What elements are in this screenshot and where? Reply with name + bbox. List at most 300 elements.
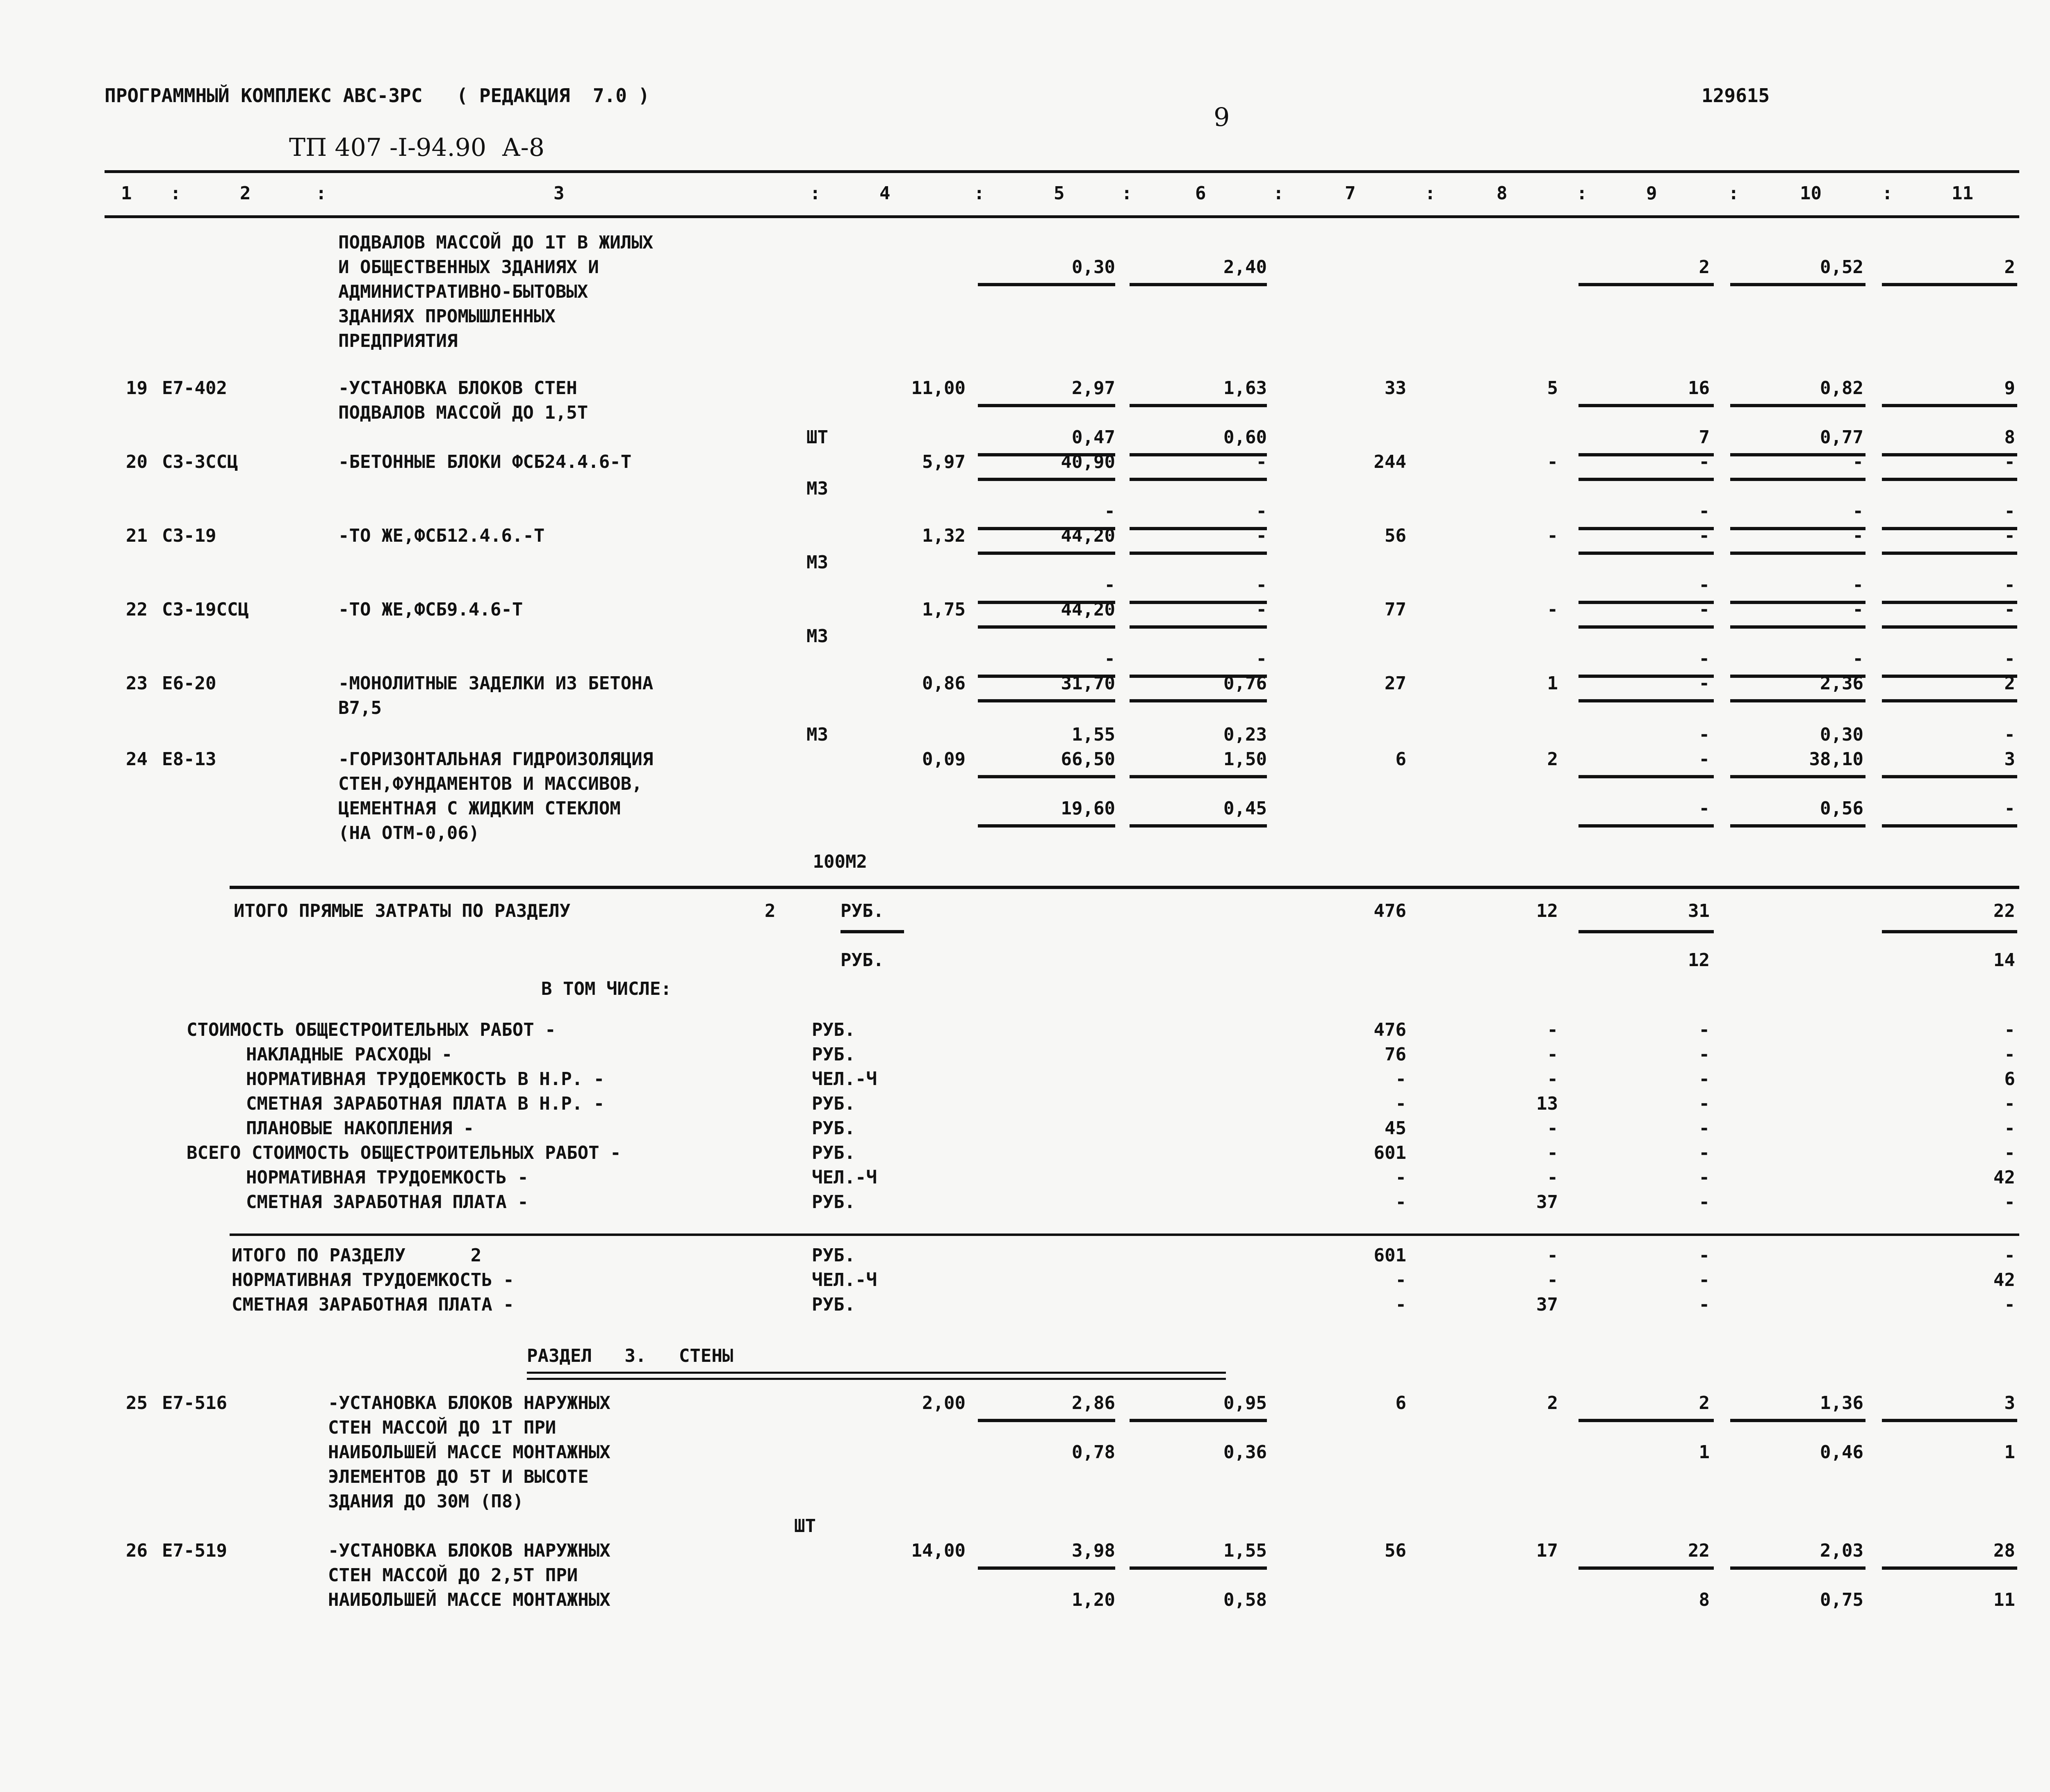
- item-c11-value: 3: [2004, 749, 2015, 770]
- item-c10-wage: -: [1852, 575, 1863, 595]
- item-c5-wage: 19,60: [1061, 798, 1115, 819]
- including-heading: В ТОМ ЧИСЛЕ:: [541, 978, 672, 999]
- breakdown-unit: РУБ.: [812, 1093, 855, 1114]
- breakdown-c8: -: [1547, 1044, 1558, 1065]
- project-code: ТП 407 -I-94.90 А-8: [289, 133, 545, 162]
- section-total-c11: -: [2004, 1294, 2015, 1315]
- section-total-unit: РУБ.: [812, 1245, 855, 1266]
- item-c5-value: 0,30: [1072, 257, 1115, 278]
- item-c5-wage: 1,55: [1072, 724, 1115, 745]
- item-number: 23: [126, 673, 148, 694]
- breakdown-c11: -: [2004, 1192, 2015, 1213]
- item-c8-value: -: [1547, 599, 1558, 620]
- item-c6-wage: 0,58: [1223, 1589, 1267, 1610]
- value-underline: [1730, 478, 1866, 481]
- section-total-c11: -: [2004, 1245, 2015, 1266]
- col-3-header: 3: [554, 183, 565, 204]
- item-c10-value: -: [1852, 599, 1863, 620]
- item-unit: М3: [806, 552, 828, 573]
- breakdown-c8: -: [1547, 1019, 1558, 1040]
- item-c7-value: 6: [1395, 1393, 1406, 1414]
- item-quantity: 14,00: [911, 1540, 966, 1561]
- item-c5-wage: -: [1104, 575, 1115, 595]
- section-total-rule: [230, 1233, 2019, 1236]
- item-description-line: -УСТАНОВКА БЛОКОВ НАРУЖНЫХ: [328, 1393, 610, 1414]
- breakdown-label: ВСЕГО СТОИМОСТЬ ОБЩЕСТРОИТЕЛЬНЫХ РАБОТ -: [187, 1142, 621, 1163]
- item-c10-value: -: [1852, 451, 1863, 472]
- value-underline: [1130, 404, 1267, 407]
- item-number: 21: [126, 525, 148, 546]
- section-total-c7: -: [1395, 1294, 1406, 1315]
- section-total-c7: -: [1395, 1270, 1406, 1290]
- direct-wages-c11: 14: [1993, 950, 2015, 971]
- value-underline: [978, 625, 1115, 629]
- item-description-line: АДМИНИСТРАТИВНО-БЫТОВЫХ: [338, 281, 588, 302]
- value-underline: [1130, 699, 1267, 702]
- item-c11-value: 3: [2004, 1393, 2015, 1414]
- item-number: 24: [126, 749, 148, 770]
- item-c5-value: 44,20: [1061, 525, 1115, 546]
- item-description-line: -УСТАНОВКА БЛОКОВ НАРУЖНЫХ: [328, 1540, 610, 1561]
- value-underline: [1130, 283, 1267, 286]
- col-11-header: 11: [1952, 183, 1973, 204]
- item-c9-value: 16: [1688, 378, 1710, 399]
- item-description-line: ЗДАНИЯХ ПРОМЫШЛЕННЫХ: [338, 306, 556, 327]
- item-code: С3-19ССЦ: [162, 599, 249, 620]
- item-description-line: НАИБОЛЬШЕЙ МАССЕ МОНТАЖНЫХ: [328, 1589, 610, 1610]
- item-code: Е6-20: [162, 673, 216, 694]
- item-c11-wage: 11: [1993, 1589, 2015, 1610]
- value-underline: [1578, 1566, 1714, 1570]
- value-underline: [1578, 283, 1714, 286]
- section-total-unit: РУБ.: [812, 1294, 855, 1315]
- item-c10-wage: 0,77: [1820, 427, 1863, 448]
- item-c11-wage: -: [2004, 648, 2015, 669]
- item-quantity: 2,00: [922, 1393, 966, 1414]
- item-description-line: НАИБОЛЬШЕЙ МАССЕ МОНТАЖНЫХ: [328, 1442, 610, 1463]
- item-c11-value: 2: [2004, 673, 2015, 694]
- item-c11-value: -: [2004, 451, 2015, 472]
- item-c7-value: 244: [1374, 451, 1406, 472]
- item-c11-wage: -: [2004, 575, 2015, 595]
- value-underline: [1578, 625, 1714, 629]
- item-c11-value: 9: [2004, 378, 2015, 399]
- value-underline: [1882, 552, 2017, 555]
- item-c7-value: 27: [1385, 673, 1406, 694]
- item-number: 19: [126, 378, 148, 399]
- breakdown-c7: 476: [1374, 1019, 1406, 1040]
- direct-costs-c7: 476: [1374, 901, 1406, 921]
- item-c6-wage: 0,60: [1223, 427, 1267, 448]
- breakdown-c11: -: [2004, 1019, 2015, 1040]
- section-total-unit: ЧЕЛ.-Ч: [812, 1270, 877, 1290]
- value-underline: [1578, 824, 1714, 828]
- item-c9-value: -: [1699, 749, 1710, 770]
- breakdown-c8: -: [1547, 1142, 1558, 1163]
- value-underline: [1730, 625, 1866, 629]
- breakdown-c7: -: [1395, 1093, 1406, 1114]
- item-c7-value: 56: [1385, 525, 1406, 546]
- breakdown-c9: -: [1699, 1019, 1710, 1040]
- value-underline: [978, 699, 1115, 702]
- value-underline: [1130, 1566, 1267, 1570]
- item-c8-value: 5: [1547, 378, 1558, 399]
- item-c11-wage: -: [2004, 724, 2015, 745]
- section-total-label: ИТОГО ПО РАЗДЕЛУ 2: [232, 1245, 482, 1266]
- breakdown-c9: -: [1699, 1167, 1710, 1188]
- item-c11-wage: -: [2004, 501, 2015, 522]
- item-c10-value: 0,82: [1820, 378, 1863, 399]
- value-underline: [978, 478, 1115, 481]
- value-underline: [1730, 775, 1866, 778]
- item-description-line: СТЕН МАССОЙ ДО 2,5Т ПРИ: [328, 1565, 578, 1586]
- item-c10-wage: -: [1852, 501, 1863, 522]
- breakdown-c9: -: [1699, 1069, 1710, 1090]
- item-quantity: 5,97: [922, 451, 966, 472]
- item-c9-value: -: [1699, 525, 1710, 546]
- item-description-line: ПОДВАЛОВ МАССОЙ ДО 1,5Т: [338, 402, 588, 423]
- item-c6-value: 0,76: [1223, 673, 1267, 694]
- item-c5-value: 2,97: [1072, 378, 1115, 399]
- item-c10-value: -: [1852, 525, 1863, 546]
- section-3-title-underline: [527, 1372, 1226, 1380]
- section-total-c7: 601: [1374, 1245, 1406, 1266]
- item-c5-value: 66,50: [1061, 749, 1115, 770]
- item-unit: 100М2: [813, 851, 867, 872]
- value-underline: [978, 1419, 1115, 1422]
- header-top-rule: [105, 170, 2019, 173]
- item-c5-value: 40,90: [1061, 451, 1115, 472]
- breakdown-c9: -: [1699, 1118, 1710, 1139]
- item-quantity: 0,09: [922, 749, 966, 770]
- breakdown-label: СТОИМОСТЬ ОБЩЕСТРОИТЕЛЬНЫХ РАБОТ -: [187, 1019, 556, 1040]
- item-c7-value: 33: [1385, 378, 1406, 399]
- value-underline: [1882, 283, 2017, 286]
- value-underline: [1130, 824, 1267, 828]
- value-underline: [1730, 283, 1866, 286]
- direct-costs-label: ИТОГО ПРЯМЫЕ ЗАТРАТЫ ПО РАЗДЕЛУ: [234, 901, 571, 921]
- item-c5-value: 44,20: [1061, 599, 1115, 620]
- section-total-c8: -: [1547, 1270, 1558, 1290]
- value-underline: [1578, 1419, 1714, 1422]
- item-c10-value: 1,36: [1820, 1393, 1863, 1414]
- item-c7-value: 6: [1395, 749, 1406, 770]
- direct-wages-unit: РУБ.: [840, 950, 884, 971]
- section-total-c8: 37: [1536, 1294, 1558, 1315]
- item-c11-wage: 1: [2004, 1442, 2015, 1463]
- col-2-header: 2: [240, 183, 251, 204]
- breakdown-unit: РУБ.: [812, 1118, 855, 1139]
- item-c5-wage: -: [1104, 648, 1115, 669]
- item-c6-value: 2,40: [1223, 257, 1267, 278]
- item-quantity: 0,86: [922, 673, 966, 694]
- document-number: 129615: [1702, 84, 1770, 107]
- section-3-title: РАЗДЕЛ 3. СТЕНЫ: [527, 1345, 733, 1366]
- item-unit: М3: [806, 626, 828, 647]
- value-underline: [1578, 775, 1714, 778]
- value-underline: [1730, 1419, 1866, 1422]
- breakdown-unit: ЧЕЛ.-Ч: [812, 1167, 877, 1188]
- breakdown-c8: 37: [1536, 1192, 1558, 1213]
- item-c5-wage: 0,47: [1072, 427, 1115, 448]
- direct-costs-c8: 12: [1536, 901, 1558, 921]
- breakdown-label: НОРМАТИВНАЯ ТРУДОЕМКОСТЬ В Н.Р. -: [246, 1069, 605, 1090]
- item-c6-value: -: [1256, 525, 1267, 546]
- item-c8-value: 17: [1536, 1540, 1558, 1561]
- value-underline: [1578, 404, 1714, 407]
- item-c5-value: 3,98: [1072, 1540, 1115, 1561]
- section-total-label: СМЕТНАЯ ЗАРАБОТНАЯ ПЛАТА -: [232, 1294, 514, 1315]
- breakdown-c9: -: [1699, 1192, 1710, 1213]
- item-code: С3-3ССЦ: [162, 451, 238, 472]
- breakdown-c7: 601: [1374, 1142, 1406, 1163]
- direct-costs-c11: 22: [1993, 901, 2015, 921]
- breakdown-label: НАКЛАДНЫЕ РАСХОДЫ -: [246, 1044, 453, 1065]
- item-c6-value: 1,50: [1223, 749, 1267, 770]
- direct-costs-c9: 31: [1688, 901, 1710, 921]
- value-underline: [1130, 625, 1267, 629]
- value-underline: [1882, 699, 2017, 702]
- item-c10-value: 38,10: [1809, 749, 1863, 770]
- item-code: Е7-402: [162, 378, 227, 399]
- item-number: 20: [126, 451, 148, 472]
- value-underline: [1730, 824, 1866, 828]
- item-quantity: 1,75: [922, 599, 966, 620]
- item-c9-value: -: [1699, 451, 1710, 472]
- item-number: 26: [126, 1540, 148, 1561]
- section-total-c11: 42: [1993, 1270, 2015, 1290]
- item-c6-value: 1,55: [1223, 1540, 1267, 1561]
- col-9-header: 9: [1646, 183, 1657, 204]
- breakdown-c7: -: [1395, 1167, 1406, 1188]
- breakdown-label: НОРМАТИВНАЯ ТРУДОЕМКОСТЬ -: [246, 1167, 528, 1188]
- item-c9-value: -: [1699, 599, 1710, 620]
- value-underline: [978, 404, 1115, 407]
- item-description-line: -УСТАНОВКА БЛОКОВ СТЕН: [338, 378, 577, 399]
- item-c11-wage: -: [2004, 798, 2015, 819]
- item-number: 22: [126, 599, 148, 620]
- col-1-header: 1: [121, 183, 132, 204]
- item-c10-wage: 0,30: [1820, 724, 1863, 745]
- value-underline: [1882, 1419, 2017, 1422]
- breakdown-c9: -: [1699, 1142, 1710, 1163]
- breakdown-c8: -: [1547, 1069, 1558, 1090]
- value-underline: [1730, 404, 1866, 407]
- item-number: 25: [126, 1393, 148, 1414]
- item-c6-wage: -: [1256, 648, 1267, 669]
- item-c11-value: -: [2004, 599, 2015, 620]
- item-c6-value: 0,95: [1223, 1393, 1267, 1414]
- breakdown-label: ПЛАНОВЫЕ НАКОПЛЕНИЯ -: [246, 1118, 474, 1139]
- item-unit: М3: [806, 724, 828, 745]
- breakdown-unit: РУБ.: [812, 1142, 855, 1163]
- breakdown-c11: -: [2004, 1118, 2015, 1139]
- value-underline: [1130, 478, 1267, 481]
- item-code: Е8-13: [162, 749, 216, 770]
- item-c10-value: 0,52: [1820, 257, 1863, 278]
- item-c6-value: -: [1256, 451, 1267, 472]
- breakdown-label: СМЕТНАЯ ЗАРАБОТНАЯ ПЛАТА В Н.Р. -: [246, 1093, 605, 1114]
- item-c8-value: -: [1547, 451, 1558, 472]
- breakdown-c7: 76: [1385, 1044, 1406, 1065]
- item-description-line: ЭЛЕМЕНТОВ ДО 5Т И ВЫСОТЕ: [328, 1466, 589, 1487]
- item-c5-wage: -: [1104, 501, 1115, 522]
- col-5-header: 5: [1054, 183, 1065, 204]
- item-c10-wage: 0,46: [1820, 1442, 1863, 1463]
- value-underline: [1130, 775, 1267, 778]
- breakdown-c9: -: [1699, 1093, 1710, 1114]
- value-underline: [978, 824, 1115, 828]
- breakdown-c11: 6: [2004, 1069, 2015, 1090]
- item-c6-wage: 0,36: [1223, 1442, 1267, 1463]
- header-bottom-rule: [105, 215, 2019, 218]
- value-underline: [1130, 1419, 1267, 1422]
- value-underline: [1730, 1566, 1866, 1570]
- item-description-line: -МОНОЛИТНЫЕ ЗАДЕЛКИ ИЗ БЕТОНА: [338, 673, 654, 694]
- col-6-header: 6: [1195, 183, 1206, 204]
- item-c9-wage: 1: [1699, 1442, 1710, 1463]
- item-description-line: ЦЕМЕНТНАЯ С ЖИДКИМ СТЕКЛОМ: [338, 798, 621, 819]
- section-total-c9: -: [1699, 1294, 1710, 1315]
- section-total-c9: -: [1699, 1245, 1710, 1266]
- item-c11-wage: 8: [2004, 427, 2015, 448]
- breakdown-unit: РУБ.: [812, 1019, 855, 1040]
- program-title: ПРОГРАММНЫЙ КОМПЛЕКС АВС-ЗРС ( РЕДАКЦИЯ 7.0 ): [105, 84, 650, 107]
- item-c6-wage: 0,45: [1223, 798, 1267, 819]
- item-unit: ШТ: [794, 1516, 816, 1537]
- item-c6-wage: 0,23: [1223, 724, 1267, 745]
- item-c10-wage: 0,75: [1820, 1589, 1863, 1610]
- breakdown-c11: 42: [1993, 1167, 2015, 1188]
- item-c7-value: 77: [1385, 599, 1406, 620]
- item-description-line: В7,5: [338, 698, 382, 718]
- item-quantity: 11,00: [911, 378, 966, 399]
- value-underline: [1882, 625, 2017, 629]
- item-description-line: -ТО ЖЕ,ФСБ12.4.6.-Т: [338, 525, 545, 546]
- breakdown-unit: РУБ.: [812, 1192, 855, 1213]
- page: ПРОГРАММНЫЙ КОМПЛЕКС АВС-ЗРС ( РЕДАКЦИЯ 7.0 ) 9 129615 ТП 407 -I-94.90 А-8 1 2 3 4 5 6 7 8 9 10 11 : : : : : : : : : : ПОДВАЛОВ МАССОЙ ДО 1Т В ЖИЛЫХ И ОБЩЕСТВЕННЫХ ЗДАНИЯХ И АДМИНИСТРАТИВНО-БЫТОВЫХ ЗДАНИЯХ ПРОМЫШЛЕННЫХ ПРЕДПРИЯТИЯ 0,30 2,40 2 0,52 2 19 Е7-402 -УСТАНОВКА БЛОКОВ СТЕН ПОДВАЛОВ МАССОЙ ДО 1,5Т ШТ 11,00 2,97 0,47 1,63 0,60 16 7 0,82 0,77 9 8 33 5 20 С3-3ССЦ -БЕТОННЫЕ БЛОКИ ФСБ24.4.6-Т М3 5,97 40,90 - - - - - - - - - 244 - 21 С3-19 -ТО ЖЕ,ФСБ12.4.6.-Т М3 1,32 44,20 - - - - - - - - - 56 - 22 С3-19ССЦ -ТО ЖЕ,ФСБ9.4.6-Т М3 1,75 44,20 - - - - - - - - - 77 - 23 Е6-20 -МОНОЛИТНЫЕ ЗАДЕЛКИ ИЗ БЕТОНА В7,5 М3 0,86 31,70 1,55 0,76 0,23 - - 2,36 0,30 2 - 27 1 24 Е8-13 -ГОРИЗОНТАЛЬНАЯ ГИДРОИЗОЛЯЦИЯ СТЕН,ФУНДАМЕНТОВ И МАССИВОВ, ЦЕМЕНТНАЯ С ЖИДКИМ СТЕКЛОМ (НА ОТМ-0,06) 100М2 0,09 66,50 19,60 1,50 0,45 - - 38,10 0,56 3 - 6 2 ИТОГО ПРЯМЫЕ ЗАТРАТЫ ПО РАЗДЕЛУ 2 РУБ. 476 12 31 22 РУБ. 12 14 В ТОМ ЧИСЛЕ: СТОИМОСТЬ ОБЩЕСТРОИТЕЛЬНЫХ РАБОТ - РУБ. 476 - - - НАКЛАДНЫЕ РАСХОДЫ - РУБ. 76 - - - НОРМАТИВНАЯ ТРУДОЕМКОСТЬ В Н.Р. - ЧЕЛ.-Ч - - - 6 СМЕТНАЯ ЗАРАБОТНАЯ ПЛАТА В Н.Р. - РУБ. - 13 - - ПЛАНОВЫЕ НАКОПЛЕНИЯ - РУБ. 45 - - - ВСЕГО СТОИМОСТЬ ОБЩЕСТРОИТЕЛЬНЫХ РАБОТ - РУБ. 601 - - - НОРМАТИВНАЯ ТРУДОЕМКОСТЬ - ЧЕЛ.-Ч - - - 42 СМЕТНАЯ ЗАРАБОТНАЯ ПЛАТА - РУБ. - 37 - - ИТОГО ПО РАЗДЕЛУ 2 РУБ. 601 - - - НОРМАТИВНАЯ ТРУДОЕМКОСТЬ - ЧЕЛ.-Ч - - - 42 СМЕТНАЯ ЗАРАБОТНАЯ ПЛАТА - РУБ. - 37 - - РАЗДЕЛ 3. СТЕНЫ 25 Е7-516 -УСТАНОВКА БЛОКОВ НАРУЖНЫХ СТЕН МАССОЙ ДО 1Т ПРИ НАИБОЛЬШЕЙ МАССЕ МОНТАЖНЫХ ЭЛЕМЕНТОВ ДО 5Т И ВЫСОТЕ ЗДАНИЯ ДО 30М (П8) ШТ 2,00 2,86 0,78 0,95 0,36 2 1 1,36 0,46 3 1 6 2 26 Е7-519 -УСТАНОВКА БЛОКОВ НАРУЖНЫХ СТЕН МАССОЙ ДО 2,5Т ПРИ НАИБОЛЬШЕЙ МАССЕ МОНТАЖНЫХ 14,00 3,98 1,20 1,55 0,58 22 8 2,03 0,75 28 11 56 17: [0, 0, 2050, 1792]
- value-underline: [1130, 552, 1267, 555]
- value-underline: [1882, 824, 2017, 828]
- item-c6-wage: -: [1256, 501, 1267, 522]
- value-underline: [1882, 404, 2017, 407]
- col-7-header: 7: [1345, 183, 1356, 204]
- breakdown-c8: -: [1547, 1118, 1558, 1139]
- totals-top-rule: [230, 886, 2019, 889]
- item-quantity: 1,32: [922, 525, 966, 546]
- item-description-line: ПОДВАЛОВ МАССОЙ ДО 1Т В ЖИЛЫХ: [338, 232, 654, 253]
- item-c10-wage: -: [1852, 648, 1863, 669]
- item-c9-wage: 8: [1699, 1589, 1710, 1610]
- value-underline: [1578, 478, 1714, 481]
- item-c5-value: 31,70: [1061, 673, 1115, 694]
- item-c9-wage: -: [1699, 724, 1710, 745]
- value-underline: [1882, 478, 2017, 481]
- item-c9-wage: 7: [1699, 427, 1710, 448]
- breakdown-c11: -: [2004, 1044, 2015, 1065]
- breakdown-label: СМЕТНАЯ ЗАРАБОТНАЯ ПЛАТА -: [246, 1192, 528, 1213]
- breakdown-c9: -: [1699, 1044, 1710, 1065]
- item-description-line: ПРЕДПРИЯТИЯ: [338, 331, 458, 351]
- value-underline: [1730, 699, 1866, 702]
- value-underline: [978, 1566, 1115, 1570]
- value-underline: [1730, 552, 1866, 555]
- item-code: Е7-516: [162, 1393, 227, 1414]
- item-c8-value: 1: [1547, 673, 1558, 694]
- breakdown-c7: -: [1395, 1069, 1406, 1090]
- col-8-header: 8: [1496, 183, 1508, 204]
- item-c11-value: 28: [1993, 1540, 2015, 1561]
- col-10-header: 10: [1800, 183, 1822, 204]
- breakdown-unit: РУБ.: [812, 1044, 855, 1065]
- item-description-line: -БЕТОННЫЕ БЛОКИ ФСБ24.4.6-Т: [338, 451, 632, 472]
- item-c9-value: 22: [1688, 1540, 1710, 1561]
- breakdown-c11: -: [2004, 1093, 2015, 1114]
- section-total-c8: -: [1547, 1245, 1558, 1266]
- direct-costs-section: 2: [765, 901, 776, 921]
- value-underline: [1882, 775, 2017, 778]
- item-c9-value: 2: [1699, 1393, 1710, 1414]
- section-total-label: НОРМАТИВНАЯ ТРУДОЕМКОСТЬ -: [232, 1270, 514, 1290]
- item-c9-wage: -: [1699, 501, 1710, 522]
- item-c10-value: 2,03: [1820, 1540, 1863, 1561]
- item-c11-value: 2: [2004, 257, 2015, 278]
- item-c5-wage: 0,78: [1072, 1442, 1115, 1463]
- item-c5-value: 2,86: [1072, 1393, 1115, 1414]
- item-description-line: ЗДАНИЯ ДО 30М (П8): [328, 1491, 524, 1512]
- item-description-line: (НА ОТМ-0,06): [338, 823, 480, 844]
- item-c8-value: 2: [1547, 749, 1558, 770]
- item-c9-wage: -: [1699, 648, 1710, 669]
- item-c10-wage: 0,56: [1820, 798, 1863, 819]
- value-underline: [1578, 552, 1714, 555]
- item-description-line: -ТО ЖЕ,ФСБ9.4.6-Т: [338, 599, 523, 620]
- item-code: С3-19: [162, 525, 216, 546]
- item-c8-value: -: [1547, 525, 1558, 546]
- breakdown-c11: -: [2004, 1142, 2015, 1163]
- breakdown-c7: -: [1395, 1192, 1406, 1213]
- col-4-header: 4: [879, 183, 891, 204]
- item-c9-value: 2: [1699, 257, 1710, 278]
- item-unit: ШТ: [806, 427, 828, 448]
- value-underline: [978, 283, 1115, 286]
- item-description-line: -ГОРИЗОНТАЛЬНАЯ ГИДРОИЗОЛЯЦИЯ: [338, 749, 654, 770]
- breakdown-c8: 13: [1536, 1093, 1558, 1114]
- item-c5-wage: 1,20: [1072, 1589, 1115, 1610]
- breakdown-c8: -: [1547, 1167, 1558, 1188]
- breakdown-unit: ЧЕЛ.-Ч: [812, 1069, 877, 1090]
- value-underline: [1578, 699, 1714, 702]
- item-c6-value: 1,63: [1223, 378, 1267, 399]
- item-c9-wage: -: [1699, 798, 1710, 819]
- value-underline: [978, 775, 1115, 778]
- item-c11-value: -: [2004, 525, 2015, 546]
- section-total-c9: -: [1699, 1270, 1710, 1290]
- item-description-line: И ОБЩЕСТВЕННЫХ ЗДАНИЯХ И: [338, 257, 599, 278]
- item-c10-value: 2,36: [1820, 673, 1863, 694]
- item-c6-value: -: [1256, 599, 1267, 620]
- item-c6-wage: -: [1256, 575, 1267, 595]
- item-c7-value: 56: [1385, 1540, 1406, 1561]
- direct-wages-c9: 12: [1688, 950, 1710, 971]
- item-c9-wage: -: [1699, 575, 1710, 595]
- page-number: 9: [1214, 102, 1230, 132]
- direct-costs-unit: РУБ.: [840, 901, 884, 921]
- item-code: Е7-519: [162, 1540, 227, 1561]
- value-underline: [1882, 1566, 2017, 1570]
- item-c9-value: -: [1699, 673, 1710, 694]
- item-description-line: СТЕН,ФУНДАМЕНТОВ И МАССИВОВ,: [338, 773, 642, 794]
